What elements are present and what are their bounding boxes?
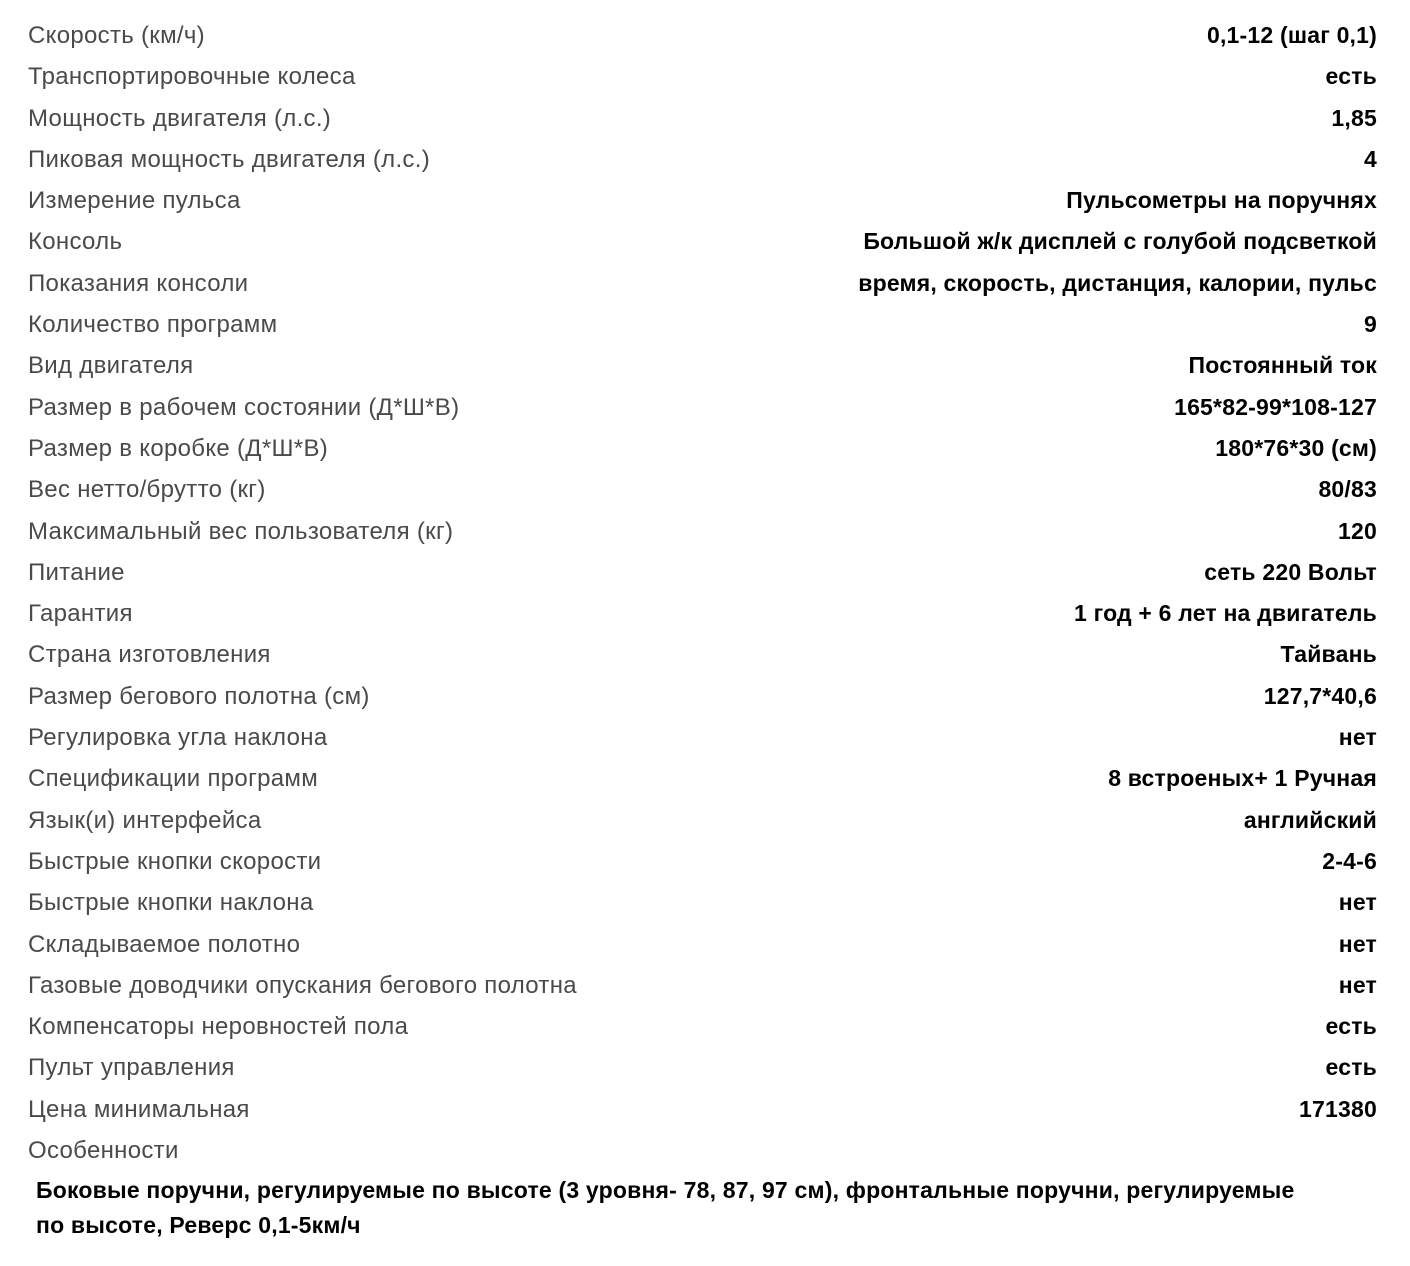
spec-value: Большой ж/к дисплей с голубой подсветкой xyxy=(863,228,1377,255)
spec-row-program-count xyxy=(28,304,1377,345)
spec-row-max-user-weight xyxy=(28,511,1377,552)
spec-row-console-readings xyxy=(28,263,1377,304)
spec-label: Регулировка угла наклона xyxy=(28,724,328,752)
spec-value: Тайвань xyxy=(1280,641,1377,668)
spec-row-belt-size xyxy=(28,676,1377,717)
spec-value: 9 xyxy=(1364,311,1377,338)
spec-row-pulse-measurement xyxy=(28,180,1377,221)
features-label: Особенности xyxy=(28,1137,179,1165)
spec-row-transport-wheels xyxy=(28,56,1377,97)
spec-label: Страна изготовления xyxy=(28,641,271,669)
spec-label: Скорость (км/ч) xyxy=(28,22,205,49)
spec-row-min-price xyxy=(28,1089,1377,1130)
spec-value: есть xyxy=(1325,1013,1377,1040)
spec-row-peak-motor-power xyxy=(28,139,1377,180)
spec-value: есть xyxy=(1325,1054,1377,1081)
spec-row-working-size xyxy=(28,387,1377,428)
spec-label: Спецификации программ xyxy=(28,765,319,793)
spec-row-power-supply xyxy=(28,552,1377,593)
spec-value: 171380 xyxy=(1299,1095,1377,1122)
spec-label: Быстрые кнопки наклона xyxy=(28,889,314,917)
spec-label: Размер бегового полотна (см) xyxy=(28,682,370,710)
spec-value: 165*82-99*108-127 xyxy=(1174,393,1377,420)
spec-value: есть xyxy=(1325,63,1377,90)
spec-label: Консоль xyxy=(28,228,123,256)
spec-label: Гарантия xyxy=(28,600,133,628)
spec-row-floor-levelers xyxy=(28,1006,1377,1047)
spec-row-warranty xyxy=(28,593,1377,634)
spec-value: 4 xyxy=(1364,145,1377,172)
spec-row-foldable-deck xyxy=(28,924,1377,965)
spec-row-speed-quick-keys xyxy=(28,841,1377,882)
spec-value: сеть 220 Вольт xyxy=(1204,558,1377,585)
spec-label: Цена минимальная xyxy=(28,1095,250,1123)
spec-label: Измерение пульса xyxy=(28,187,241,215)
spec-value: 2-4-6 xyxy=(1322,847,1377,874)
spec-label: Максимальный вес пользователя (кг) xyxy=(28,517,454,545)
spec-row-remote-control xyxy=(28,1047,1377,1088)
spec-label: Компенсаторы неровностей пола xyxy=(28,1013,409,1041)
spec-row-box-size xyxy=(28,428,1377,469)
spec-value: нет xyxy=(1338,889,1377,916)
spec-value: нет xyxy=(1338,971,1377,998)
spec-row-console xyxy=(28,221,1377,262)
spec-row-country xyxy=(28,634,1377,675)
spec-label: Язык(и) интерфейса xyxy=(28,806,262,834)
spec-row-motor-power xyxy=(28,98,1377,139)
spec-value: Пульсометры на поручнях xyxy=(1066,187,1377,214)
spec-value: Постоянный ток xyxy=(1188,352,1377,379)
spec-label: Газовые доводчики опускания бегового полотна xyxy=(28,971,577,999)
spec-label: Быстрые кнопки скорости xyxy=(28,847,322,875)
spec-value: 1 год + 6 лет на двигатель xyxy=(1074,600,1377,627)
spec-label: Вид двигателя xyxy=(28,352,194,380)
spec-row-gas-dampers xyxy=(28,965,1377,1006)
spec-label: Складываемое полотно xyxy=(28,930,301,958)
spec-row-weight xyxy=(28,469,1377,510)
spec-label: Транспортировочные колеса xyxy=(28,63,356,91)
spec-label: Питание xyxy=(28,558,125,586)
spec-value: английский xyxy=(1243,806,1377,833)
spec-label: Пиковая мощность двигателя (л.с.) xyxy=(28,145,430,173)
spec-label: Размер в рабочем состоянии (Д*Ш*В) xyxy=(28,393,460,421)
spec-label: Вес нетто/брутто (кг) xyxy=(28,476,266,504)
spec-label: Количество программ xyxy=(28,311,278,339)
spec-label: Показания консоли xyxy=(28,269,249,297)
spec-label: Мощность двигателя (л.с.) xyxy=(28,104,332,132)
spec-value: 8 встроеных+ 1 Ручная xyxy=(1108,765,1377,792)
features-text: Боковые поручни, регулируемые по высоте (3 уровня- 78, 87, 97 см), фронтальные поручни, регулируемые по высоте, Реверс 0,1-5км/ч xyxy=(36,1177,1295,1239)
spec-row-interface-language xyxy=(28,800,1377,841)
spec-value: 80/83 xyxy=(1318,476,1377,503)
spec-value: 1,85 xyxy=(1331,104,1377,131)
spec-row-program-specs xyxy=(28,758,1377,799)
spec-value: 0,1-12 (шаг 0,1) xyxy=(1206,22,1377,48)
spec-row-incline-adjustment xyxy=(28,717,1377,758)
spec-label: Размер в коробке (Д*Ш*В) xyxy=(28,434,329,462)
spec-value: нет xyxy=(1338,930,1377,957)
spec-value: 180*76*30 (см) xyxy=(1215,434,1377,461)
spec-table xyxy=(28,15,1377,1243)
spec-row-motor-type xyxy=(28,345,1377,386)
features-section xyxy=(28,1130,1377,1243)
spec-row-incline-quick-keys xyxy=(28,882,1377,923)
spec-value: нет xyxy=(1338,724,1377,751)
spec-row-speed xyxy=(28,15,1377,56)
spec-label: Пульт управления xyxy=(28,1054,235,1082)
spec-value: 120 xyxy=(1338,517,1377,544)
spec-value: время, скорость, дистанция, калории, пульс xyxy=(858,269,1377,296)
spec-value: 127,7*40,6 xyxy=(1263,682,1377,709)
